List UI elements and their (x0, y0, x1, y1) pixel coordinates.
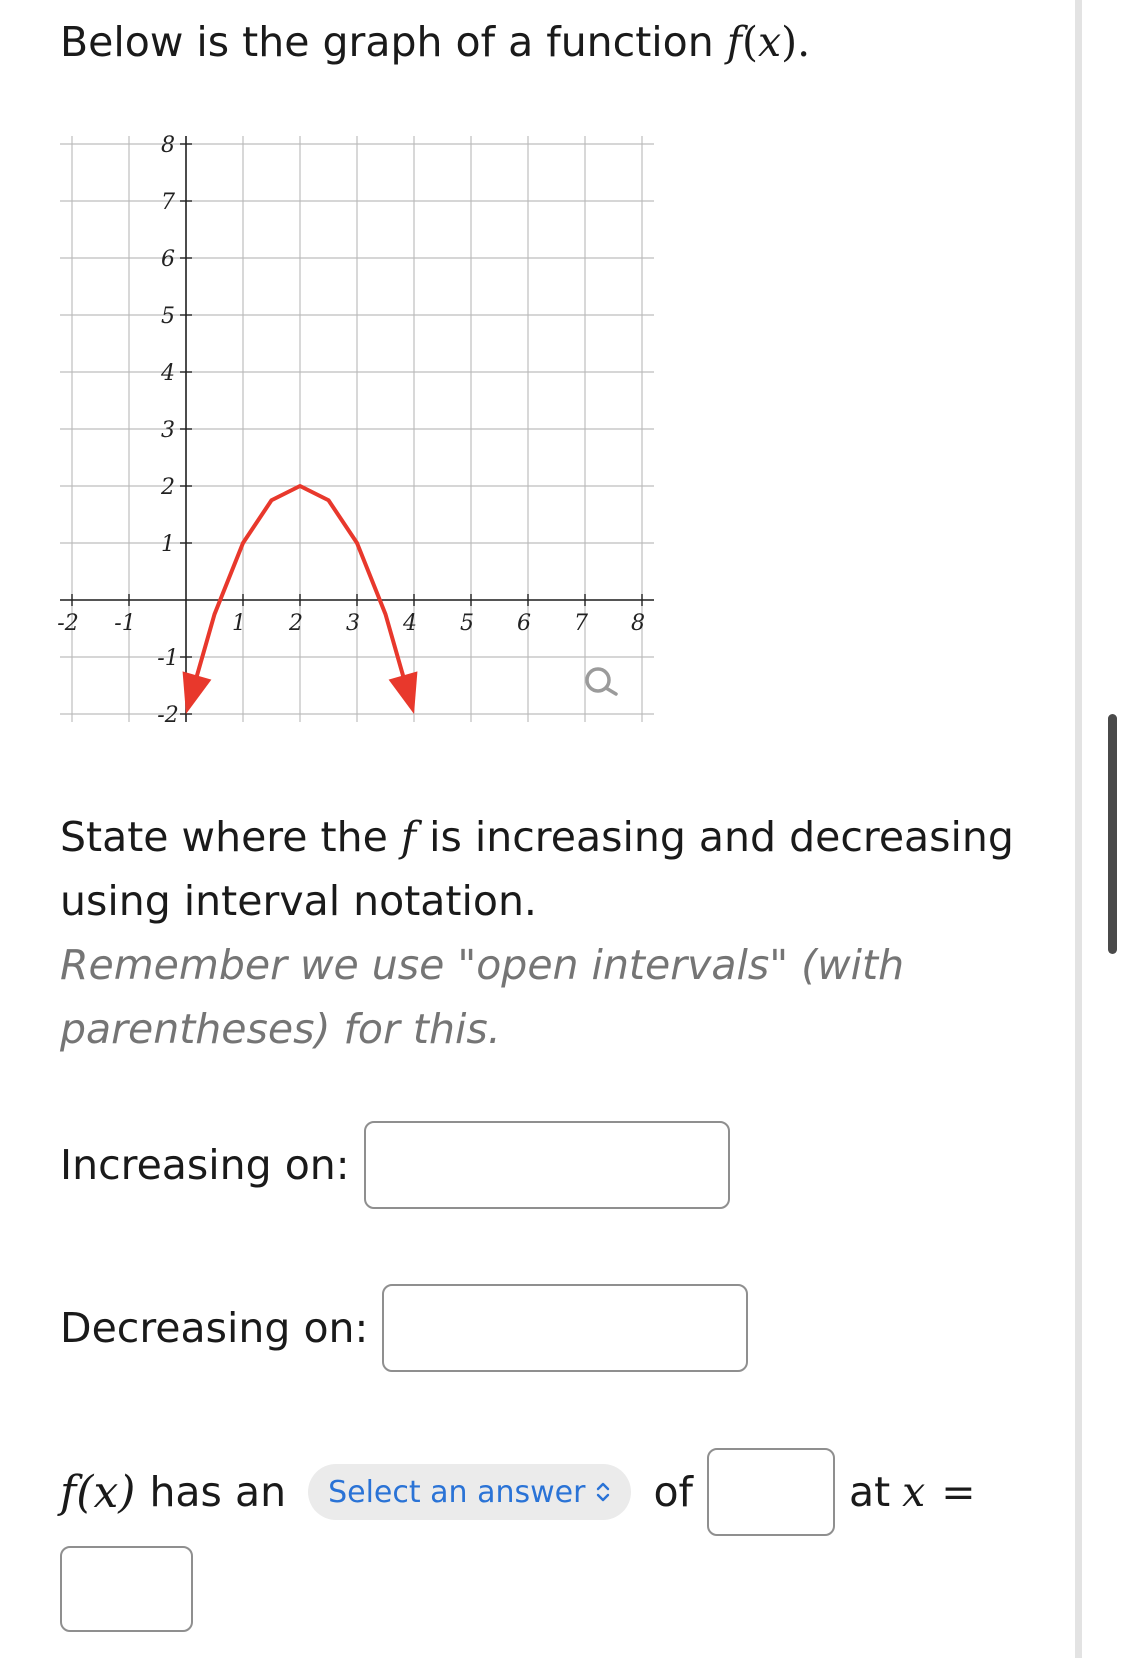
decreasing-input[interactable] (382, 1284, 748, 1372)
question-text (60, 805, 1050, 1061)
select-label: Select an answer (328, 1474, 586, 1510)
decreasing-label: Decreasing on: (60, 1304, 369, 1352)
y-tick-label: -1 (157, 646, 179, 671)
extremum-value-input[interactable] (707, 1448, 835, 1536)
y-tick-label: -2 (157, 703, 179, 728)
x-tick-label: -1 (114, 611, 136, 636)
equals-sign: = (941, 1468, 976, 1516)
y-tick-label: 7 (161, 190, 175, 215)
intro-text: Below is the graph of a function f(x). (60, 18, 811, 66)
function-name: f (726, 18, 742, 66)
tick-labels (57, 133, 645, 728)
function-variable: x (757, 18, 782, 66)
increasing-row (60, 1121, 730, 1209)
question-pre: State where the (60, 813, 388, 861)
curve-arrowhead (183, 671, 212, 714)
increasing-input[interactable] (364, 1121, 730, 1209)
question-function: f (400, 813, 417, 861)
y-tick-label: 6 (161, 247, 175, 272)
y-tick-label: 3 (161, 418, 175, 443)
at-label: at (848, 1468, 891, 1516)
intro-label: Below is the graph of a function (60, 18, 714, 66)
x-tick-label: 5 (460, 611, 474, 636)
x-tick-label: 8 (631, 611, 645, 636)
x-tick-label: -2 (57, 611, 79, 636)
extremum-row (60, 1448, 976, 1536)
decreasing-row (60, 1284, 748, 1372)
chevron-updown-icon (595, 1480, 611, 1504)
increasing-label: Increasing on: (60, 1141, 350, 1189)
has-an-label: has an (149, 1468, 287, 1516)
extremum-type-select[interactable] (308, 1464, 631, 1520)
y-tick-label: 2 (161, 475, 175, 500)
x-tick-label: 4 (403, 611, 417, 636)
x-tick-label: 7 (574, 611, 588, 636)
extremum-function: f(x) (60, 1466, 136, 1518)
page-edge-bar (1075, 0, 1082, 1658)
scrollbar-thumb[interactable] (1108, 714, 1117, 954)
curve-arrowhead (389, 671, 418, 714)
function-graph (50, 130, 645, 728)
y-tick-label: 5 (161, 304, 175, 329)
question-post: is increasing and decreasing using interval notation. (60, 813, 1014, 925)
x-tick-label: 3 (346, 611, 360, 636)
magnifier-icon[interactable] (587, 669, 616, 694)
y-tick-label: 8 (161, 133, 175, 158)
extremum-x-input[interactable] (60, 1546, 193, 1632)
at-variable: x (902, 1468, 926, 1516)
x-tick-label: 1 (232, 611, 246, 636)
y-tick-label: 4 (161, 361, 175, 386)
x-tick-label: 2 (289, 611, 303, 636)
y-tick-label: 1 (161, 532, 175, 557)
x-tick-label: 6 (517, 611, 531, 636)
of-label: of (653, 1468, 693, 1516)
question-hint: Remember we use "open intervals" (with parentheses) for this. (60, 941, 905, 1053)
